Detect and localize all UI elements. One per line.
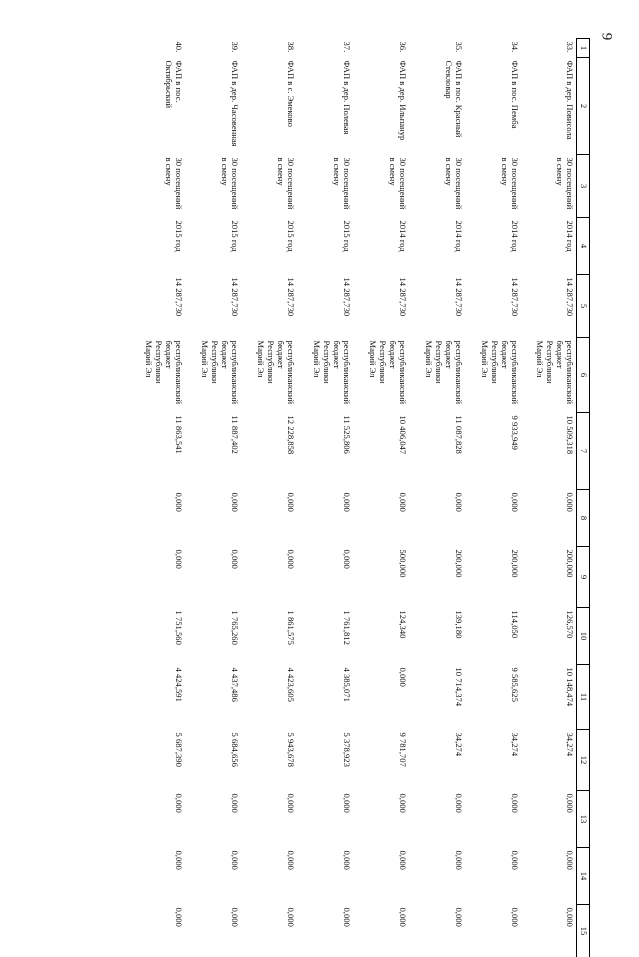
value-col15: 0,000	[241, 905, 297, 957]
table-row	[521, 39, 577, 957]
data-table	[129, 38, 590, 957]
value-col14: 0,000	[129, 848, 185, 905]
value-col9: 200,000	[409, 547, 465, 608]
row-number: 40.	[129, 39, 185, 58]
value-col12: 34,274	[465, 730, 521, 791]
year: 2015 год	[297, 218, 353, 275]
value-col10: 139,180	[409, 608, 465, 665]
capacity: 30 посещений в смену	[409, 155, 465, 218]
column-header: 6	[577, 338, 590, 413]
value-col15: 0,000	[409, 905, 465, 957]
value-col9: 200,000	[521, 547, 577, 608]
table-row	[241, 39, 297, 957]
value-col15: 0,000	[353, 905, 409, 957]
value-col13: 0,000	[409, 791, 465, 848]
estimated-cost: 14 287,730	[297, 275, 353, 338]
value-col15: 0,000	[129, 905, 185, 957]
year: 2014 год	[521, 218, 577, 275]
year: 2014 год	[465, 218, 521, 275]
value-col11: 9 585,625	[465, 665, 521, 730]
row-number: 38.	[241, 39, 297, 58]
column-header: 13	[577, 791, 590, 848]
value-col8: 0,000	[409, 490, 465, 547]
value-col10: 1 861,575	[241, 608, 297, 665]
value-col12: 5 687,390	[129, 730, 185, 791]
table-row	[129, 39, 185, 957]
value-col15: 0,000	[465, 905, 521, 957]
cost-value: 9 933,949	[465, 413, 521, 490]
value-col13: 0,000	[297, 791, 353, 848]
column-header: 15	[577, 905, 590, 957]
value-col8: 0,000	[129, 490, 185, 547]
value-col9: 0,000	[297, 547, 353, 608]
value-col12: 5 943,678	[241, 730, 297, 791]
value-col10: 126,570	[521, 608, 577, 665]
value-col9: 200,000	[465, 547, 521, 608]
value-col14: 0,000	[241, 848, 297, 905]
value-col8: 0,000	[353, 490, 409, 547]
cost-value: 11 863,541	[129, 413, 185, 490]
table-row	[297, 39, 353, 957]
year: 2015 год	[185, 218, 241, 275]
estimated-cost: 14 287,730	[353, 275, 409, 338]
value-col14: 0,000	[409, 848, 465, 905]
value-col15: 0,000	[297, 905, 353, 957]
year: 2014 год	[409, 218, 465, 275]
value-col10: 1 765,260	[185, 608, 241, 665]
value-col10: 1 761,812	[297, 608, 353, 665]
value-col11: 0,000	[353, 665, 409, 730]
funding-source: республиканский бюджет Республики Марий Эл	[465, 338, 521, 413]
value-col13: 0,000	[521, 791, 577, 848]
row-number: 34.	[465, 39, 521, 58]
value-col11: 10 148,474	[521, 665, 577, 730]
capacity: 30 посещений в смену	[353, 155, 409, 218]
value-col9: 0,000	[241, 547, 297, 608]
estimated-cost: 14 287,730	[465, 275, 521, 338]
table-row	[409, 39, 465, 957]
facility-name: ФАП в с. Эмеково	[241, 58, 297, 155]
value-col12: 5 684,656	[185, 730, 241, 791]
year: 2015 год	[241, 218, 297, 275]
table-row	[185, 39, 241, 957]
facility-name: ФАП в дер. Повисола	[521, 58, 577, 155]
capacity: 30 посещений в смену	[297, 155, 353, 218]
funding-source: республиканский бюджет Республики Марий Эл	[129, 338, 185, 413]
table-body	[129, 39, 577, 957]
value-col8: 0,000	[521, 490, 577, 547]
funding-source: республиканский бюджет Республики Марий Эл	[185, 338, 241, 413]
value-col8: 0,000	[241, 490, 297, 547]
value-col14: 0,000	[185, 848, 241, 905]
cost-value: 12 228,858	[241, 413, 297, 490]
year: 2014 год	[353, 218, 409, 275]
cost-value: 10 509,318	[521, 413, 577, 490]
column-header: 7	[577, 413, 590, 490]
value-col13: 0,000	[129, 791, 185, 848]
value-col10: 1 751,560	[129, 608, 185, 665]
column-header: 11	[577, 665, 590, 730]
value-col8: 0,000	[185, 490, 241, 547]
funding-source: республиканский бюджет Республики Марий Эл	[241, 338, 297, 413]
value-col14: 0,000	[465, 848, 521, 905]
value-col11: 4 437,486	[185, 665, 241, 730]
estimated-cost: 14 287,730	[521, 275, 577, 338]
value-col14: 0,000	[353, 848, 409, 905]
column-header: 10	[577, 608, 590, 665]
column-header: 14	[577, 848, 590, 905]
value-col8: 0,000	[465, 490, 521, 547]
value-col13: 0,000	[185, 791, 241, 848]
cost-value: 10 406,047	[353, 413, 409, 490]
funding-source: республиканский бюджет Республики Марий Эл	[409, 338, 465, 413]
facility-name: ФАП в дер. Ильпанур	[353, 58, 409, 155]
column-number-row	[577, 39, 590, 957]
value-col12: 5 378,923	[297, 730, 353, 791]
column-header: 5	[577, 275, 590, 338]
value-col11: 4 385,071	[297, 665, 353, 730]
column-header: 3	[577, 155, 590, 218]
funding-source: республиканский бюджет Республики Марий Эл	[297, 338, 353, 413]
row-number: 37.	[297, 39, 353, 58]
page-number: 9	[597, 33, 614, 41]
value-col14: 0,000	[297, 848, 353, 905]
capacity: 30 посещений в смену	[241, 155, 297, 218]
estimated-cost: 14 287,730	[409, 275, 465, 338]
funding-source: республиканский бюджет Республики Марий Эл	[521, 338, 577, 413]
value-col10: 114,050	[465, 608, 521, 665]
value-col11: 4 423,605	[241, 665, 297, 730]
capacity: 30 посещений в смену	[521, 155, 577, 218]
value-col11: 4 424,591	[129, 665, 185, 730]
row-number: 35.	[409, 39, 465, 58]
table-row	[465, 39, 521, 957]
column-header: 4	[577, 218, 590, 275]
rotated-table-container	[105, 38, 590, 883]
capacity: 30 посещений в смену	[465, 155, 521, 218]
value-col12: 34,274	[409, 730, 465, 791]
row-number: 36.	[353, 39, 409, 58]
value-col13: 0,000	[353, 791, 409, 848]
facility-name: ФАП в пос. Красный Стекловар	[409, 58, 465, 155]
year: 2015 год	[129, 218, 185, 275]
value-col13: 0,000	[465, 791, 521, 848]
cost-value: 11 887,402	[185, 413, 241, 490]
value-col12: 34,274	[521, 730, 577, 791]
column-header: 8	[577, 490, 590, 547]
cost-value: 11 525,806	[297, 413, 353, 490]
value-col11: 10 714,374	[409, 665, 465, 730]
value-col8: 0,000	[297, 490, 353, 547]
column-header: 2	[577, 58, 590, 155]
column-header: 12	[577, 730, 590, 791]
row-number: 33.	[521, 39, 577, 58]
value-col9: 0,000	[129, 547, 185, 608]
table-row	[353, 39, 409, 957]
value-col15: 0,000	[185, 905, 241, 957]
value-col9: 0,000	[185, 547, 241, 608]
value-col14: 0,000	[521, 848, 577, 905]
capacity: 30 посещений в смену	[185, 155, 241, 218]
column-header: 1	[577, 39, 590, 58]
row-number: 39.	[185, 39, 241, 58]
estimated-cost: 14 287,730	[185, 275, 241, 338]
column-header: 9	[577, 547, 590, 608]
facility-name: ФАП в дер. Полевая	[297, 58, 353, 155]
cost-value: 11 087,828	[409, 413, 465, 490]
value-col13: 0,000	[241, 791, 297, 848]
value-col9: 500,000	[353, 547, 409, 608]
value-col12: 9 781,707	[353, 730, 409, 791]
facility-name: ФАП в пос. Октябрьский	[129, 58, 185, 155]
funding-source: республиканский бюджет Республики Марий Эл	[353, 338, 409, 413]
capacity: 30 посещений в смену	[129, 155, 185, 218]
value-col15: 0,000	[521, 905, 577, 957]
facility-name: ФАП в дер. Часовенная	[185, 58, 241, 155]
estimated-cost: 14 287,730	[129, 275, 185, 338]
value-col10: 124,340	[353, 608, 409, 665]
estimated-cost: 14 287,730	[241, 275, 297, 338]
facility-name: ФАП в пос. Пемба	[465, 58, 521, 155]
